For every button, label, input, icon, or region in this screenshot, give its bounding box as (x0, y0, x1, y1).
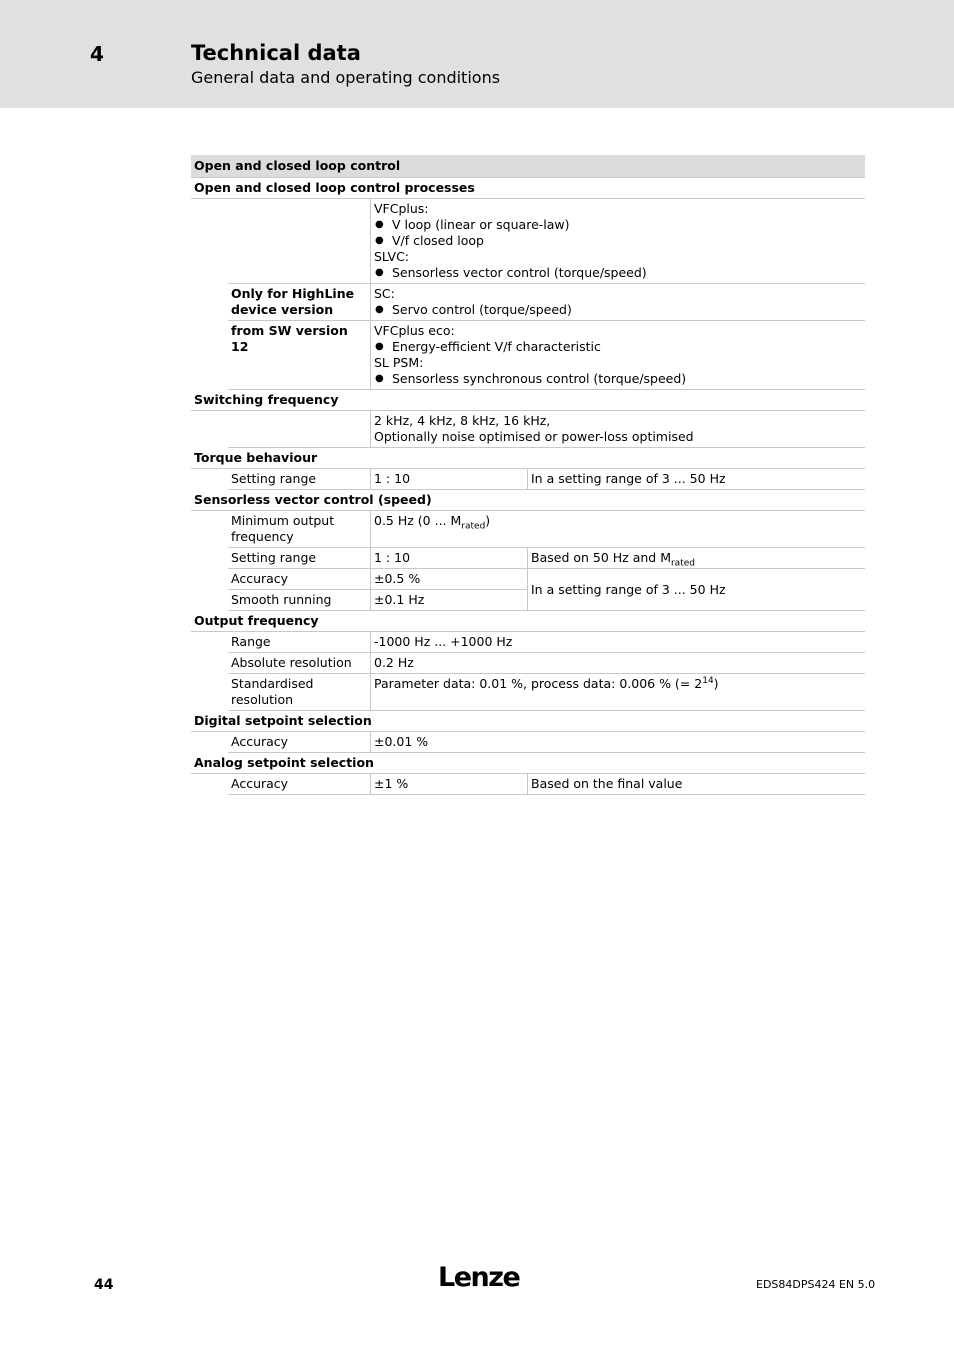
row-value: 0.2 Hz (371, 653, 866, 674)
row-value: 0.5 Hz (0 ... $M_{rated}$) (371, 511, 866, 548)
text-line: Optionally noise optimised or power-loss optimised (374, 429, 694, 444)
row-note: Based on the final value (528, 774, 866, 795)
section-analog-setpoint (191, 753, 865, 774)
bullet-item: ● Energy-efficient V/f characteristic (374, 339, 862, 355)
row-label: from SW version 12 (228, 321, 371, 390)
processes-block-1 (371, 199, 866, 284)
section-switching (191, 390, 865, 411)
table-row (191, 774, 865, 795)
section-heading: Open and closed loop control processes (191, 178, 865, 199)
section-output-frequency (191, 611, 865, 632)
processes-block-2 (371, 284, 866, 321)
table-row (191, 321, 865, 390)
row-value: 1 : 10 (371, 548, 528, 569)
section-torque (191, 448, 865, 469)
row-value: 1 : 10 (371, 469, 528, 490)
table-row (191, 199, 865, 284)
row-value: ±0.5 % (371, 569, 528, 590)
row-label: Only for HighLine device version (228, 284, 371, 321)
technical-data-table (191, 155, 865, 795)
section-slvc-speed (191, 490, 865, 511)
table-row (191, 653, 865, 674)
text-line: VFCplus eco: (374, 323, 455, 338)
text-line: SLVC: (374, 249, 410, 264)
row-label: Standardised resolution (228, 674, 371, 711)
row-value: ±1 % (371, 774, 528, 795)
table-row (191, 548, 865, 569)
chapter-subtitle: General data and operating conditions (191, 68, 501, 87)
section-heading: Output frequency (191, 611, 865, 632)
table-row (191, 632, 865, 653)
text-line: VFCplus: (374, 201, 429, 216)
text-line: 2 kHz, 4 kHz, 8 kHz, 16 kHz, (374, 413, 551, 428)
bullet-item: ● Servo control (torque/speed) (374, 302, 862, 318)
table-row (191, 284, 865, 321)
row-label: Accuracy (228, 774, 371, 795)
switching-values (371, 411, 866, 448)
row-note: In a setting range of 3 ... 50 Hz (528, 469, 866, 490)
text-line: SC: (374, 286, 395, 301)
page-number: 44 (94, 1277, 114, 1293)
row-value: -1000 Hz ... +1000 Hz (371, 632, 866, 653)
table-row (191, 469, 865, 490)
row-label: Minimum output frequency (228, 511, 371, 548)
section-heading: Analog setpoint selection (191, 753, 865, 774)
bullet-item: ● Sensorless vector control (torque/speed) (374, 265, 862, 281)
section-heading: Sensorless vector control (speed) (191, 490, 865, 511)
row-label: Absolute resolution (228, 653, 371, 674)
row-value: ±0.01 % (371, 732, 866, 753)
section-digital-setpoint (191, 711, 865, 732)
section-heading: Switching frequency (191, 390, 865, 411)
chapter-title: Technical data (191, 41, 361, 65)
document-reference: EDS84DPS424 EN 5.0 (756, 1278, 876, 1291)
row-label: Accuracy (228, 569, 371, 590)
row-label: Setting range (228, 548, 371, 569)
row-label: Accuracy (228, 732, 371, 753)
bullet-item: ● V/f closed loop (374, 233, 862, 249)
row-note: Based on 50 Hz and $M_{rated}$ (528, 548, 866, 569)
table-row (191, 569, 865, 590)
section-heading: Digital setpoint selection (191, 711, 865, 732)
row-label: Range (228, 632, 371, 653)
page-header (0, 0, 954, 108)
table-row (191, 732, 865, 753)
table-title-row (191, 155, 865, 178)
lenze-logo: Lenze (438, 1262, 520, 1293)
bullet-item: ● Sensorless synchronous control (torque/speed) (374, 371, 862, 387)
row-label: Smooth running (228, 590, 371, 611)
table-row (191, 411, 865, 448)
row-note: In a setting range of 3 ... 50 Hz (528, 569, 866, 611)
processes-block-3 (371, 321, 866, 390)
section-heading: Torque behaviour (191, 448, 865, 469)
table-row (191, 511, 865, 548)
section-processes (191, 178, 865, 199)
row-value: Parameter data: 0.01 %, process data: 0.006 % (= $2^{14}$) (371, 674, 866, 711)
row-value: ±0.1 Hz (371, 590, 528, 611)
bullet-item: ● V loop (linear or square-law) (374, 217, 862, 233)
table-title: Open and closed loop control (191, 155, 865, 178)
text-line: SL PSM: (374, 355, 424, 370)
row-label: Setting range (228, 469, 371, 490)
table-row (191, 674, 865, 711)
chapter-number: 4 (90, 42, 104, 66)
